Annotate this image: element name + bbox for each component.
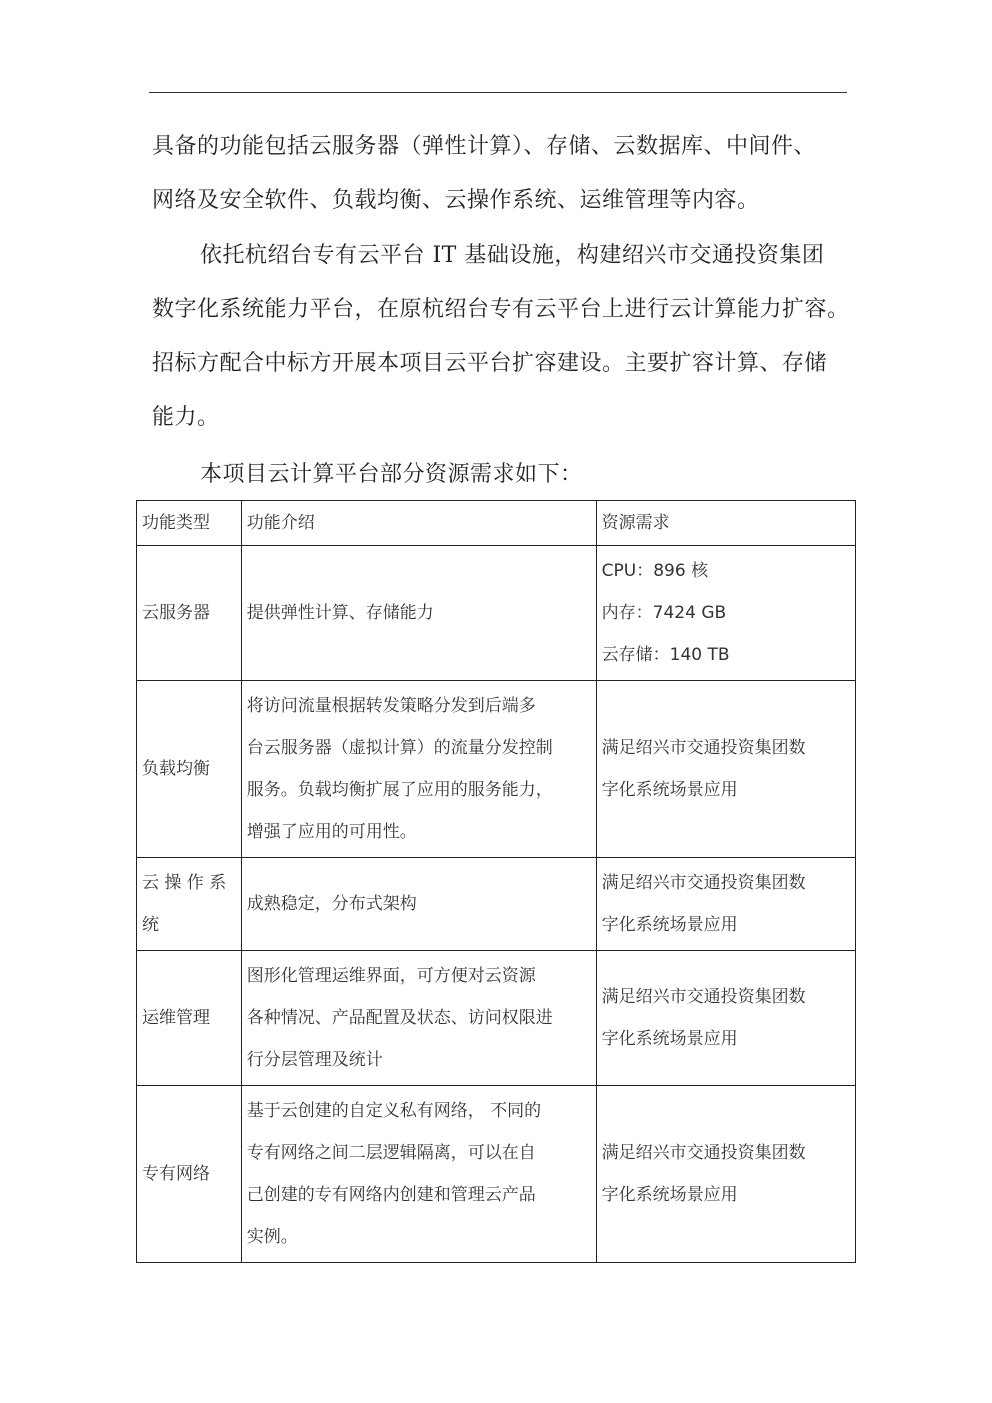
cell-type: 云 操 作 系 统 — [137, 858, 242, 951]
cell-desc: 图形化管理运维界面，可方便对云资源 各种情况、产品配置及状态、访问权限进 行分层管理及统计 — [241, 951, 596, 1086]
cell-type: 运维管理 — [137, 951, 242, 1086]
text-line: 招标方配合中标方开展本项目云平台扩容建设。主要扩容计算、存储 — [152, 351, 828, 376]
cell-desc: 成熟稳定，分布式架构 — [241, 858, 596, 951]
cell-type: 云服务器 — [137, 546, 242, 681]
table-row — [137, 681, 856, 858]
cell-desc: 将访问流量根据转发策略分发到后端多 台云服务器（虚拟计算）的流量分发控制 服务。负载均衡扩展了应用的服务能力， 增强了应用的可用性。 — [241, 681, 596, 858]
text-line: 能力。 — [152, 405, 220, 430]
cell-type: 负载均衡 — [137, 681, 242, 858]
table-row — [137, 858, 856, 951]
cell-req: 满足绍兴市交通投资集团数 字化系统场景应用 — [596, 951, 855, 1086]
resource-table — [136, 500, 856, 1263]
table-intro: 本项目云计算平台部分资源需求如下： — [200, 462, 583, 487]
header-req: 资源需求 — [596, 501, 855, 546]
text-line: 具备的功能包括云服务器（弹性计算）、存储、云数据库、中间件、 — [152, 134, 817, 159]
header-type: 功能类型 — [137, 501, 242, 546]
table-row — [137, 1086, 856, 1263]
cell-desc: 提供弹性计算、存储能力 — [241, 546, 596, 681]
cell-type: 专有网络 — [137, 1086, 242, 1263]
cell-req: 满足绍兴市交通投资集团数 字化系统场景应用 — [596, 858, 855, 951]
text-line: 数字化系统能力平台，在原杭绍台专有云平台上进行云计算能力扩容。 — [152, 297, 850, 322]
text-line: 依托杭绍台专有云平台 IT 基础设施，构建绍兴市交通投资集团 — [200, 243, 825, 268]
paragraph-expansion — [152, 229, 852, 445]
table-header-row — [137, 501, 856, 546]
header-rule — [149, 92, 847, 93]
cell-req: 满足绍兴市交通投资集团数 字化系统场景应用 — [596, 1086, 855, 1263]
cell-req: CPU：896 核 内存：7424 GB 云存储：140 TB — [596, 546, 855, 681]
paragraph-intro — [152, 120, 852, 228]
cell-desc: 基于云创建的自定义私有网络， 不同的 专有网络之间二层逻辑隔离，可以在自 己创建的专有网络内创建和管理云产品 实例。 — [241, 1086, 596, 1263]
header-desc: 功能介绍 — [241, 501, 596, 546]
text-line: 网络及安全软件、负载均衡、云操作系统、运维管理等内容。 — [152, 188, 760, 213]
table-row — [137, 951, 856, 1086]
cell-req: 满足绍兴市交通投资集团数 字化系统场景应用 — [596, 681, 855, 858]
table-row — [137, 546, 856, 681]
